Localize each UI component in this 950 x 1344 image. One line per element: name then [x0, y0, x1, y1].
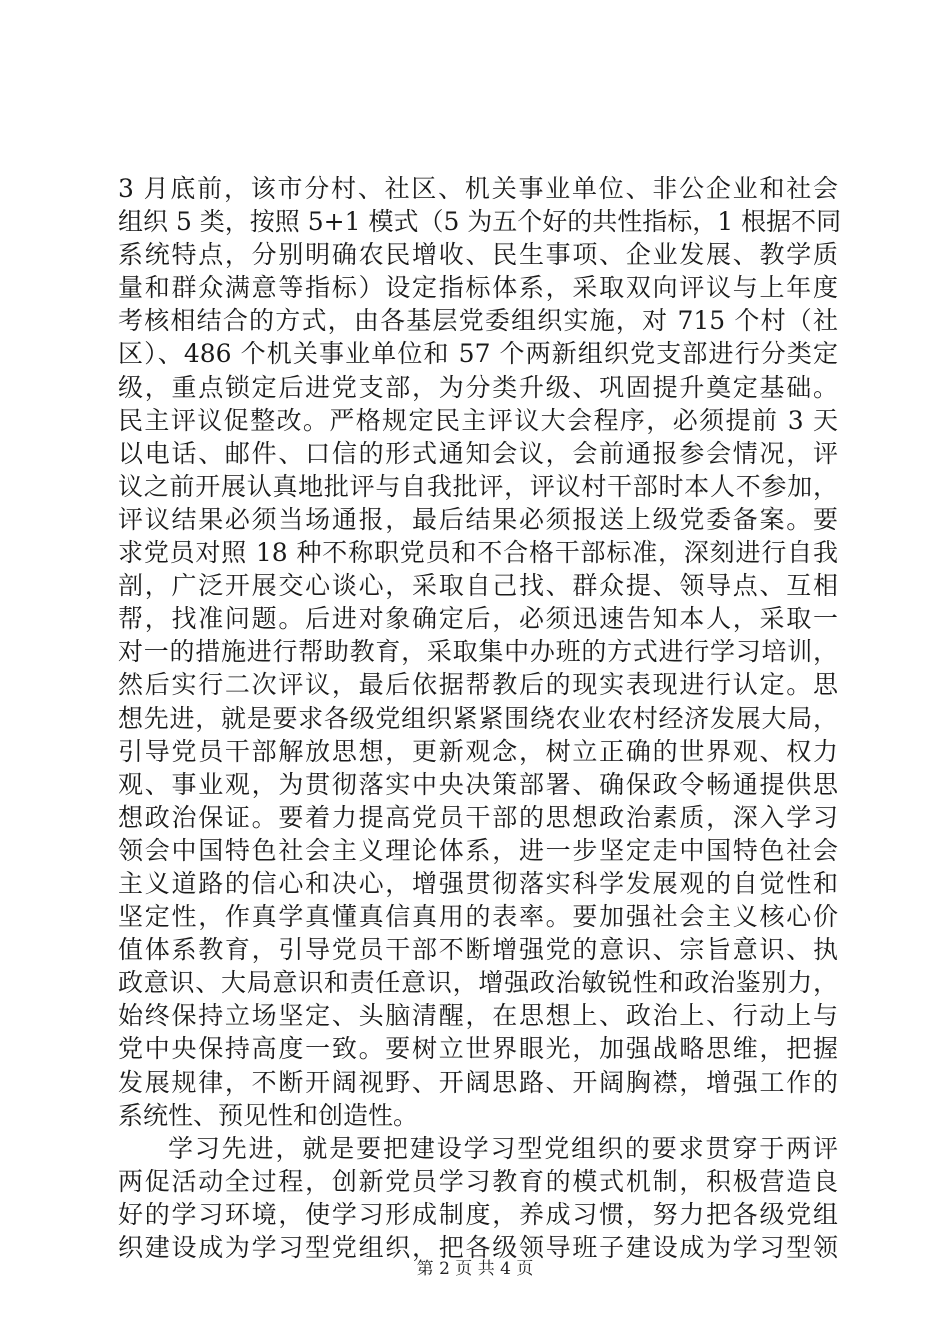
text-line: 对一的措施进行帮助教育，采取集中办班的方式进行学习培训，: [118, 637, 838, 667]
text-line: 发展规律，不断开阔视野、开阔思路、开阔胸襟，增强工作的: [118, 1067, 838, 1097]
text-line: 观、事业观，为贯彻落实中央决策部署、确保政令畅通提供思: [118, 769, 838, 799]
text-line: 3 月底前，该市分村、社区、机关事业单位、非公企业和社会: [118, 174, 838, 203]
text-line: 组织 5 类，按照 5+1 模式（5 为五个好的共性指标，1 根据不同: [118, 207, 842, 237]
text-line: 帮，找准问题。后进对象确定后，必须迅速告知本人，采取一: [118, 604, 838, 634]
text-line: 区）、486 个机关事业单位和 57 个两新组织党支部进行分类定: [118, 339, 838, 369]
text-line: 议之前开展认真地批评与自我批评，评议村干部时本人不参加，: [118, 471, 838, 501]
text-line: 织建设成为学习型党组织，把各级领导班子建设成为学习型领: [118, 1233, 838, 1262]
text-line: 系统特点，分别明确农民增收、民生事项、企业发展、教学质: [118, 240, 838, 270]
text-line: 领会中国特色社会主义理论体系，进一步坚定走中国特色社会: [118, 835, 838, 865]
text-line: 坚定性，作真学真懂真信真用的表率。要加强社会主义核心价: [118, 902, 838, 932]
text-line: 政意识、大局意识和责任意识，增强政治敏锐性和政治鉴别力，: [118, 968, 838, 998]
text-line: 以电话、邮件、口信的形式通知会议，会前通报参会情况，评: [118, 438, 838, 468]
page-number-footer: 第 2 页 共 4 页: [416, 1259, 534, 1279]
text-line: 想先进，就是要求各级党组织紧紧围绕农业农村经济发展大局，: [118, 703, 838, 733]
paragraph-first-line: 学习先进，就是要把建设学习型党组织的要求贯穿于两评: [168, 1133, 838, 1163]
text-line: 两促活动全过程，创新党员学习教育的模式机制，积极营造良: [118, 1166, 838, 1196]
text-line: 民主评议促整改。严格规定民主评议大会程序，必须提前 3 天: [118, 405, 838, 435]
text-line: 系统性、预见性和创造性。: [118, 1100, 419, 1130]
text-line: 量和群众满意等指标）设定指标体系，采取双向评议与上年度: [118, 273, 838, 303]
text-line: 党中央保持高度一致。要树立世界眼光，加强战略思维，把握: [118, 1034, 838, 1064]
text-line: 考核相结合的方式，由各基层党委组织实施，对 715 个村（社: [118, 306, 838, 336]
text-line: 主义道路的信心和决心，增强贯彻落实科学发展观的自觉性和: [118, 868, 838, 898]
text-line: 想政治保证。要着力提高党员干部的思想政治素质，深入学习: [118, 802, 838, 832]
text-line: 值体系教育，引导党员干部不断增强党的意识、宗旨意识、执: [118, 935, 838, 965]
text-line: 好的学习环境，使学习形成制度，养成习惯，努力把各级党组: [118, 1199, 838, 1229]
text-line: 始终保持立场坚定、头脑清醒，在思想上、政治上、行动上与: [118, 1001, 838, 1031]
text-line: 然后实行二次评议，最后依据帮教后的现实表现进行认定。思: [118, 670, 838, 700]
text-line: 评议结果必须当场通报，最后结果必须报送上级党委备案。要: [118, 504, 838, 534]
text-line: 引导党员干部解放思想，更新观念，树立正确的世界观、权力: [118, 736, 838, 766]
text-line: 剖，广泛开展交心谈心，采取自己找、群众提、领导点、互相: [118, 571, 838, 601]
body-text: [118, 172, 842, 1264]
text-line: 级，重点锁定后进党支部，为分类升级、巩固提升奠定基础。: [118, 372, 838, 402]
text-line: 求党员对照 18 种不称职党员和不合格干部标准，深刻进行自我: [118, 538, 838, 568]
